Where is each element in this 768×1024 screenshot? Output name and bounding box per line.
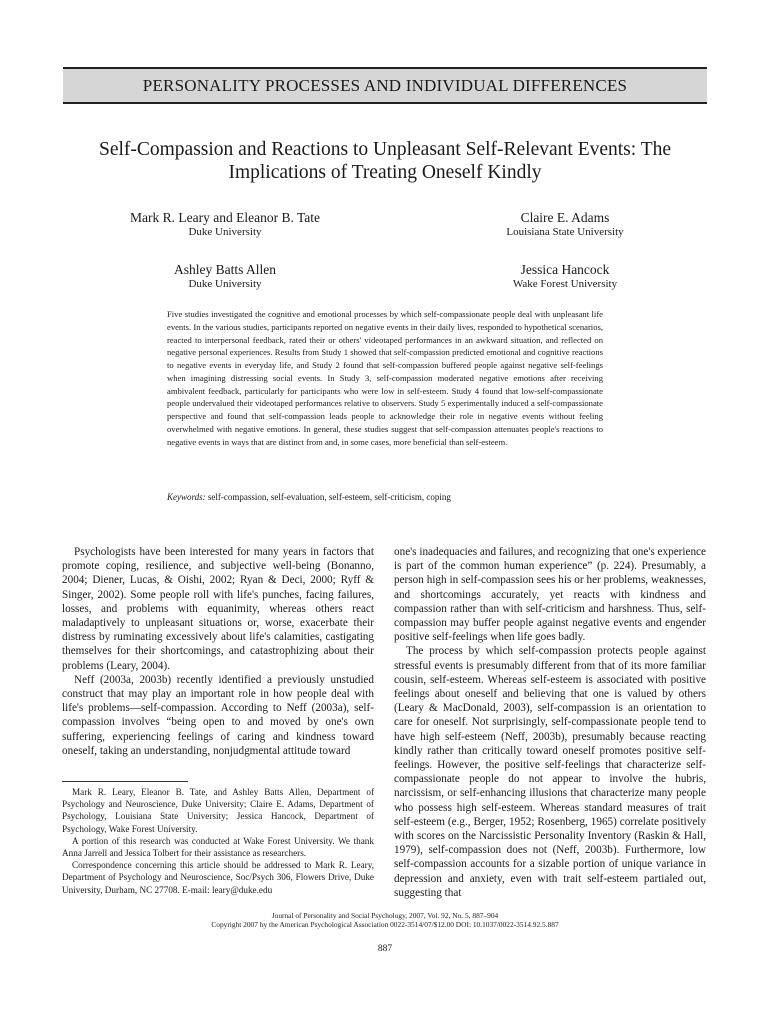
body-paragraph: Neff (2003a, 2003b) recently identified a previously unstudied construct that may play an important role in how people deal with life's problems—self-compassion. According to Neff (2003a), self-compassion involves “being open to and moved by one's own suffering, experiencing feelings of caring and kindness toward oneself, taking an understanding, nonjudgmental attitude toward xyxy=(62,673,374,757)
keywords xyxy=(167,491,603,503)
journal-info-line: Journal of Personality and Social Psychology, 2007, Vol. 92, No. 5, 887–904 xyxy=(271,911,499,920)
keywords-label: Keywords: xyxy=(167,492,206,502)
author-name: Claire E. Adams xyxy=(520,210,610,225)
body-paragraph: Psychologists have been interested for many years in factors that promote coping, resilience, and subjective well-being (Bonanno, 2004; Diener, Lucas, & Oishi, 2002; Ryan & Deci, 2000; Ryff & Singer, 2002). Some people roll with life's punches, facing failures, losses, and problems with equanimity, whereas others react maladaptively to unpleasant situations or, worse, exacerbate their distress by ruminating excessively about life's calamities, castigating themselves for their shortcomings, and catastrophizing about their problems (Leary, 2004). xyxy=(62,546,374,672)
author-affiliation: Duke University xyxy=(188,226,262,238)
author-block-hancock xyxy=(430,262,700,291)
title-line-1: Self-Compassion and Reactions to Unpleasant Self-Relevant Events: The xyxy=(98,139,672,160)
author-name: Jessica Hancock xyxy=(520,262,610,277)
title-line-2: Implications of Treating Oneself Kindly xyxy=(228,162,542,183)
body-paragraph: The process by which self-compassion protects people against stressful events is presumably different from that of its more familiar cousin, self-esteem. Whereas self-esteem is associated with positive feelings about oneself and believing that one is valued by others (Leary & MacDonald, 2003), self-compassion is an orientation to care for oneself. Not surprisingly, self-compassionate people tend to have high self-esteem (Neff, 2003b), presumably because reacting kindly rather than critically toward oneself promotes positive self-feelings. However, the positive self-feelings that characterize self-compassionate people do not appear to involve the hubris, narcissism, or self-enhancing illusions that characterize many people who possess high self-esteem. Whereas standard measures of trait self-esteem (e.g., Berger, 1952; Rosenberg, 1965) correlate positively with scores on the Narcissistic Personality Inventory (Raskin & Hall, 1979), self-compassion does not (Neff, 2003b). Furthermore, low self-compassion accounts for a sizable portion of unique variance in depression and anxiety, even with trait self-esteem partialed out, suggesting that xyxy=(394,645,706,899)
body-column-right xyxy=(394,545,706,900)
author-block-leary-tate xyxy=(90,210,360,239)
footnote-acknowledgment: A portion of this research was conducted at Wake Forest University. We thank Anna Jarrell and Jessica Tolbert for their assistance as researchers. xyxy=(62,835,374,859)
author-block-allen xyxy=(90,262,360,291)
author-name: Ashley Batts Allen xyxy=(174,262,276,277)
abstract: Five studies investigated the cognitive and emotional processes by which self-compassionate people deal with unpleasant life events. In the various studies, participants reported on negative events in their daily lives, responded to hypothetical scenarios, reacted to interpersonal feedback, rated their or others' videotaped performances in an awkward situation, and reflected on negative personal experiences. Results from Study 1 showed that self-compassion predicted emotional and cognitive reactions to negative events in everyday life, and Study 2 found that self-compassion buffered people against negative self-feelings when imagining distressing social events. In Study 3, self-compassion moderated negative emotions after receiving ambivalent feedback, particularly for participants who were low in self-esteem. Study 4 found that low-self-compassionate people undervalued their videotaped performances relative to observers. Study 5 experimentally induced a self-compassionate perspective and found that self-compassion leads people to acknowledge their role in negative events without feeling overwhelmed with negative emotions. In general, these studies suggest that self-compassion attenuates people's reactions to negative events in ways that are distinct from and, in some cases, more beneficial than self-esteem. xyxy=(167,309,603,447)
footnote-affiliations: Mark R. Leary, Eleanor B. Tate, and Ashley Batts Allen, Department of Psychology and Neuroscience, Duke University; Claire E. Adams, Department of Psychology, Louisiana State University; Jessica Hancock, Department of Psychology, Wake Forest University. xyxy=(62,787,374,834)
author-block-adams xyxy=(430,210,700,239)
article-title xyxy=(63,138,707,184)
body-column-left xyxy=(62,545,374,758)
section-header: PERSONALITY PROCESSES AND INDIVIDUAL DIFFERENCES xyxy=(63,67,707,104)
author-affiliation: Wake Forest University xyxy=(512,278,618,290)
journal-citation xyxy=(63,912,707,929)
copyright-line: Copyright 2007 by the American Psychological Association 0022-3514/07/$12.00 DOI: 10.1037/0022-3514.92.5.887 xyxy=(211,919,559,929)
page-number: 887 xyxy=(377,944,393,954)
author-affiliation: Duke University xyxy=(188,278,262,290)
body-paragraph: one's inadequacies and failures, and recognizing that one's experience is part of the common human experience” (p. 224). Presumably, a person high in self-compassion sees his or her problems, weaknesses, and shortcomings accurately, yet reacts with kindness and compassion rather than with self-criticism and harshness. Thus, self-compassion may buffer people against negative events and engender positive self-feelings when life goes badly. xyxy=(394,546,706,644)
author-footnotes xyxy=(62,786,374,896)
keywords-list: self-compassion, self-evaluation, self-esteem, self-criticism, coping xyxy=(207,492,451,502)
footnote-divider xyxy=(62,781,188,782)
author-name: Mark R. Leary and Eleanor B. Tate xyxy=(130,210,320,225)
footnote-correspondence: Correspondence concerning this article should be addressed to Mark R. Leary, Department of Psychology and Neuroscience, Soc/Psych 306, Flowers Drive, Duke University, Durham, NC 27708. E-mail: leary@duke.edu xyxy=(62,860,374,895)
author-affiliation: Louisiana State University xyxy=(506,226,624,238)
